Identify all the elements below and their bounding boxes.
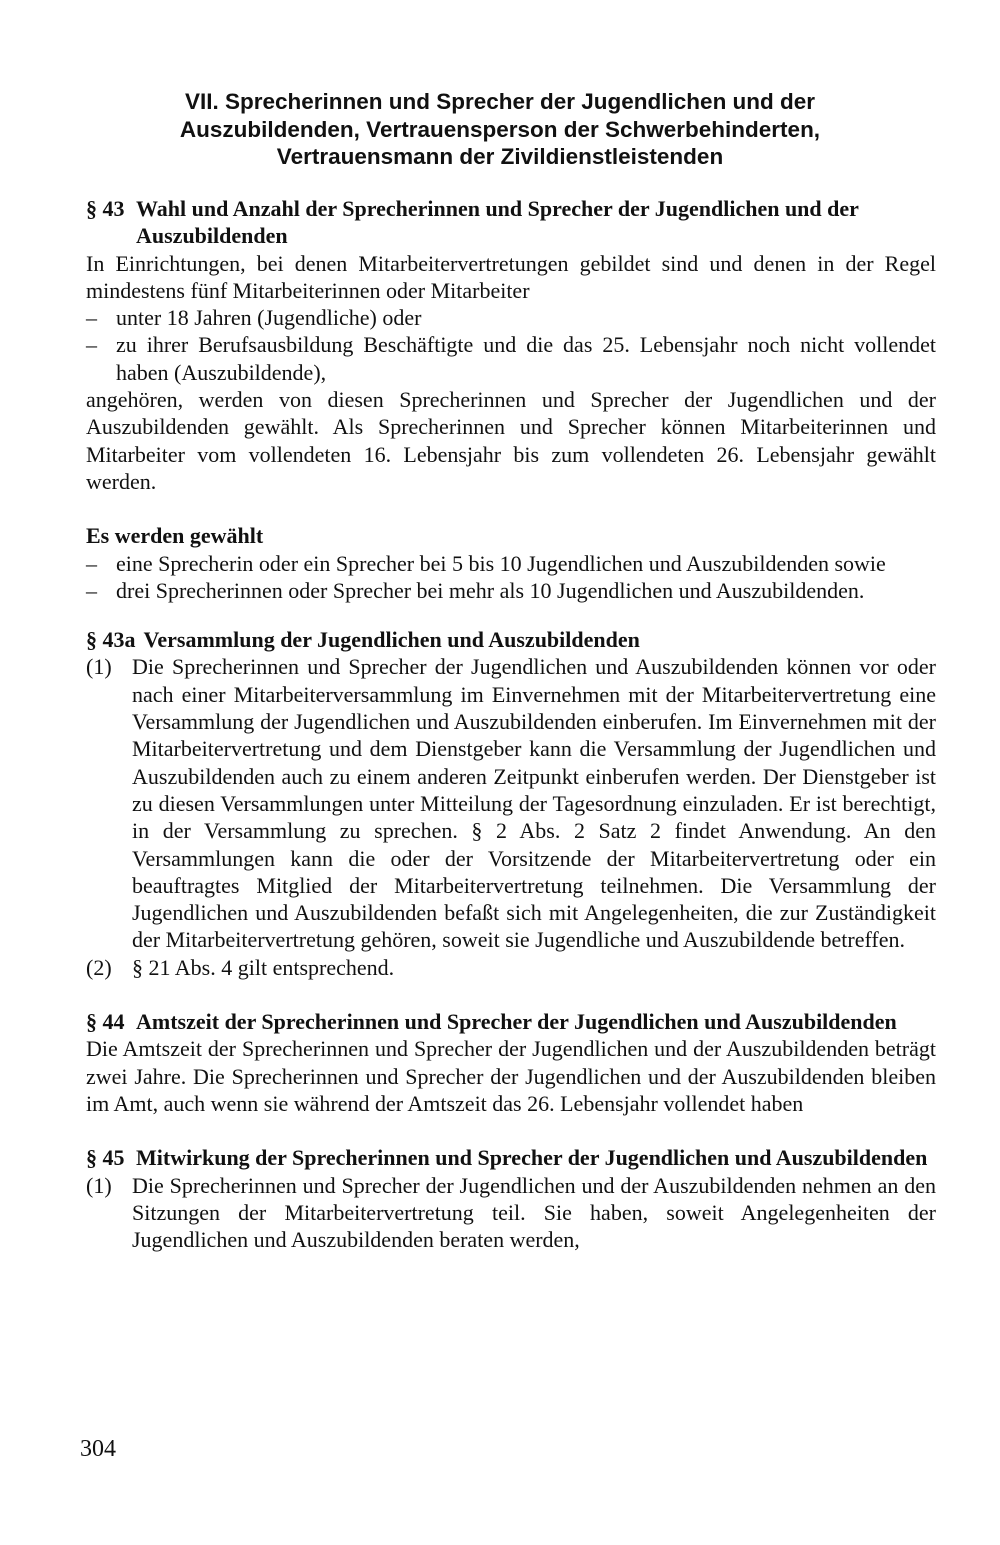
chapter-heading-line: Auszubildenden, Vertrauensperson der Schwerbehinderten,	[179, 116, 821, 142]
spacer	[86, 604, 936, 626]
chapter-heading-line: VII. Sprecherinnen und Sprecher der Jugendlichen und der	[184, 89, 816, 114]
paragraph-marker: (1)	[86, 654, 112, 680]
spacer	[86, 495, 936, 522]
section-43a-number: § 43a	[86, 627, 136, 653]
dash-marker: –	[86, 577, 97, 603]
list-item-text: drei Sprecherinnen oder Sprecher bei mehr als 10 Jugendlichen und Auszubildenden.	[116, 577, 865, 603]
list-item	[86, 577, 936, 604]
page-content	[86, 195, 936, 1253]
section-43-subheading: Es werden gewählt	[86, 523, 264, 549]
paragraph-text: Die Sprecherinnen und Sprecher der Jugendlichen und Auszubildenden können vor oder nach einer Mitarbeiterversammlung im Einvernehmen mit der Mitarbeitervertretung eine Versammlung der Jugendlichen und Auszubildenden einberufen. Im Einvernehmen mit der Mitarbeitervertretung und dem Dienstgeber kann die Versammlung der Jugendlichen und Auszubildenden auch zu einem anderen Zeitpunkt einberufen werden. Der Dienstgeber ist zu diesen Versammlungen unter Mitteilung der Tagesordnung einzuladen. Er ist berechtigt, in der Versammlung zu sprechen. § 2 Abs. 2 Satz 2 findet Anwendung. An den Versammlungen kann die oder der Vorsitzende der Mitarbeitervertretung oder ein beauftragtes Mitglied der Mitarbeitervertretung teilnehmen. Die Versammlung der Jugendlichen und Auszubildenden befaßt sich mit Angelegenheiten, die zur Zuständigkeit der Mitarbeitervertretung gehören, soweit sie Jugendliche und Auszubildende betreffen.	[132, 654, 936, 953]
list-item-text: zu ihrer Berufsausbildung Beschäftigte und die das 25. Lebensjahr noch nicht vollendet haben (Auszubildende),	[116, 332, 936, 385]
section-44-heading	[86, 1008, 936, 1035]
paragraph-text: Die Sprecherinnen und Sprecher der Jugendlichen und der Auszubildenden nehmen an den Sitzungen der Mitarbeitervertretung teil. Sie haben, soweit Angelegenheiten der Jugendlichen und Auszubildenden beraten werden,	[132, 1172, 936, 1253]
dash-marker: –	[86, 550, 97, 576]
section-45-title: Mitwirkung der Sprecherinnen und Sprecher der Jugendlichen und Auszubildenden	[136, 1145, 928, 1171]
chapter-heading-line: Vertrauensmann der Zivildienstleistenden	[276, 144, 724, 169]
section-44-text: Die Amtszeit der Sprecherinnen und Sprecher der Jugendlichen und der Auszubildenden beträgt zwei Jahre. Die Sprecherinnen und Sprecher der Jugendlichen und der Auszubildenden bleiben im Amt, auch wenn sie während der Amtszeit das 26. Lebensjahr vollendet haben	[86, 1036, 936, 1116]
section-43-number: § 43	[86, 196, 125, 221]
dash-marker: –	[86, 332, 97, 358]
section-43a-paragraph-1	[86, 653, 936, 953]
section-43a-heading	[86, 626, 936, 653]
dash-marker: –	[86, 305, 97, 331]
page-number: 304	[80, 1436, 116, 1462]
section-43-intro: In Einrichtungen, bei denen Mitarbeitervertretungen gebildet sind und denen in der Regel mindestens fünf Mitarbeiterinnen oder Mitarbeiter	[86, 250, 936, 303]
section-43a-paragraph-2	[86, 954, 936, 981]
list-item-text: unter 18 Jahren (Jugendliche) oder	[116, 305, 422, 331]
section-45-heading	[86, 1144, 936, 1171]
chapter-heading	[0, 88, 1000, 171]
list-item	[86, 304, 936, 331]
section-45-number: § 45	[86, 1145, 125, 1171]
section-43-title: Wahl und Anzahl der Sprecherinnen und Sprecher der Jugendlichen und der Auszubildenden	[136, 196, 859, 249]
paragraph-marker: (2)	[86, 954, 112, 980]
section-44-title: Amtszeit der Sprecherinnen und Sprecher der Jugendlichen und Auszubildenden	[136, 1009, 897, 1035]
list-item-text: eine Sprecherin oder ein Sprecher bei 5 bis 10 Jugendlichen und Auszubildenden sowie	[116, 550, 886, 576]
paragraph-marker: (1)	[86, 1172, 112, 1198]
section-44-number: § 44	[86, 1009, 125, 1035]
list-item	[86, 331, 936, 386]
spacer	[86, 981, 936, 1008]
section-43a-title: Versammlung der Jugendlichen und Auszubildenden	[143, 627, 640, 653]
section-43-heading	[86, 195, 936, 250]
list-item	[86, 550, 936, 577]
section-45-paragraph-1	[86, 1172, 936, 1254]
spacer	[86, 1117, 936, 1144]
paragraph-text: § 21 Abs. 4 gilt entsprechend.	[132, 954, 395, 980]
section-43-closing: angehören, werden von diesen Sprecherinnen und Sprecher der Jugendlichen und der Auszubildenden gewählt. Als Sprecherinnen und Sprecher können Mitarbeiterinnen und Mitarbeiter vom vollendeten 16. Lebensjahr bis zum vollendeten 26. Lebensjahr gewählt werden.	[86, 387, 936, 494]
